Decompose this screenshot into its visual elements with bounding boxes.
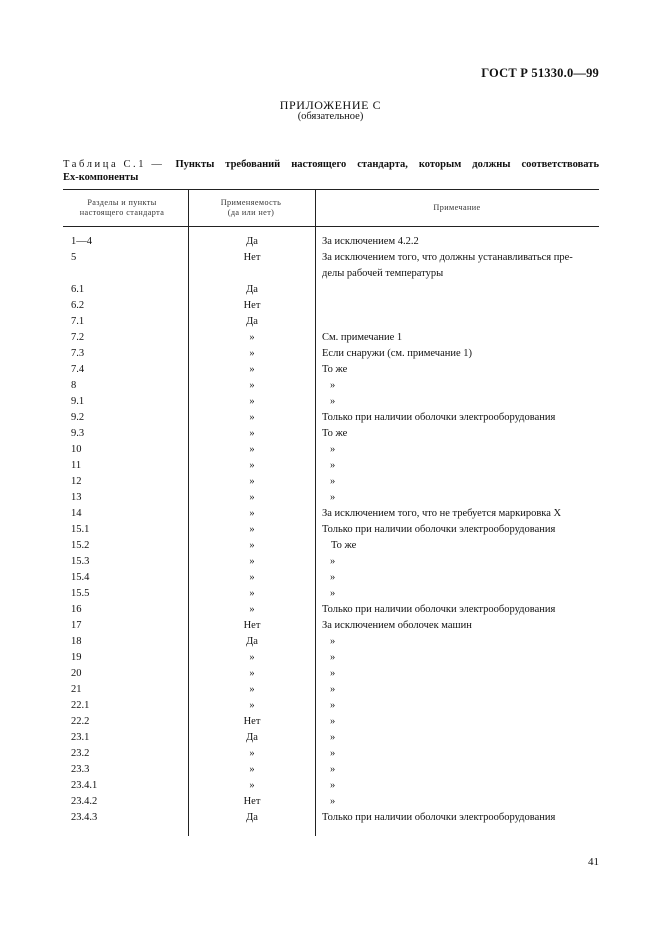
note-cell: То же	[322, 364, 348, 375]
applicability-cell: Нет	[243, 252, 261, 263]
section-cell: 15.4	[71, 572, 90, 583]
caption-word: стандарта,	[357, 159, 408, 170]
note-cell: »	[330, 492, 336, 503]
caption-word: которым	[418, 159, 462, 170]
applicability-cell: »	[249, 524, 255, 535]
section-cell: 9.2	[71, 412, 85, 423]
section-cell: 5	[71, 252, 77, 263]
table-row	[0, 236, 661, 252]
applicability-cell: »	[249, 444, 255, 455]
caption-word: Пункты	[175, 159, 215, 170]
section-cell: 7.4	[71, 364, 85, 375]
applicability-cell: Нет	[243, 796, 261, 807]
section-cell: 19	[71, 652, 82, 663]
applicability-cell: »	[249, 604, 255, 615]
note-cell: »	[330, 732, 336, 743]
table-row	[0, 636, 661, 652]
applicability-cell: »	[249, 428, 255, 439]
section-cell: 7.1	[71, 316, 85, 327]
table-row	[0, 668, 661, 684]
note-cell: За исключением 4.2.2	[322, 236, 419, 247]
applicability-cell: »	[249, 332, 255, 343]
section-cell: 11	[71, 460, 82, 471]
applicability-cell: Да	[246, 316, 258, 327]
table-row	[0, 508, 661, 524]
applicability-cell: »	[249, 652, 255, 663]
applicability-cell: »	[249, 588, 255, 599]
section-cell: 23.3	[71, 764, 90, 775]
table-row	[0, 460, 661, 476]
note-cell: Только при наличии оболочки электрооборудования	[322, 524, 556, 535]
note-cell: »	[330, 476, 336, 487]
section-cell: 6.2	[71, 300, 85, 311]
table-row	[0, 428, 661, 444]
section-cell: 12	[71, 476, 82, 487]
section-cell: 23.4.2	[71, 796, 98, 807]
table-row	[0, 620, 661, 636]
applicability-cell: »	[249, 556, 255, 567]
note-cell: »	[330, 668, 336, 679]
caption-word: требований	[225, 159, 281, 170]
applicability-cell: »	[249, 348, 255, 359]
note-cell: Только при наличии оболочки электрооборудования	[322, 412, 556, 423]
section-cell: 15.2	[71, 540, 90, 551]
note-cell: »	[330, 700, 336, 711]
note-cell: За исключением того, что должны устанавливаться пре-	[322, 252, 573, 263]
applicability-cell: »	[249, 396, 255, 407]
table-label: Таблица С.1 —	[63, 159, 165, 170]
applicability-cell: »	[249, 780, 255, 791]
section-cell: 15.5	[71, 588, 90, 599]
note-cell: См. примечание 1	[322, 332, 403, 343]
section-cell: 21	[71, 684, 82, 695]
note-cell: »	[330, 588, 336, 599]
column-header-label: Применяемость (да или нет)	[220, 197, 282, 217]
note-cell: То же	[331, 540, 357, 551]
table-row	[0, 604, 661, 620]
page-number: 41	[588, 856, 599, 868]
table-row	[0, 732, 661, 748]
note-cell: »	[330, 748, 336, 759]
section-cell: 14	[71, 508, 82, 519]
table-row	[0, 540, 661, 556]
applicability-cell: »	[249, 764, 255, 775]
applicability-cell: Да	[246, 732, 258, 743]
table-row	[0, 348, 661, 364]
table-row	[0, 812, 661, 828]
applicability-cell: »	[249, 460, 255, 471]
applicability-cell: Нет	[243, 620, 261, 631]
applicability-cell: »	[249, 476, 255, 487]
section-cell: 10	[71, 444, 82, 455]
section-cell: 7.2	[71, 332, 85, 343]
section-cell: 18	[71, 636, 82, 647]
table-row	[0, 252, 661, 268]
caption-word: настоящего	[291, 159, 347, 170]
document-id: ГОСТ Р 51330.0—99	[481, 66, 599, 80]
note-cell: Только при наличии оболочки электрооборудования	[322, 604, 556, 615]
section-cell: 9.1	[71, 396, 85, 407]
table-row	[0, 556, 661, 572]
note-cell: За исключением того, что не требуется маркировка X	[322, 508, 562, 519]
section-cell: 7.3	[71, 348, 85, 359]
note-cell: »	[330, 636, 336, 647]
column-header-label: Разделы и пункты настоящего стандарта	[79, 197, 165, 217]
note-cell: »	[330, 684, 336, 695]
table-row	[0, 476, 661, 492]
table-row	[0, 444, 661, 460]
appendix-status: (обязательное)	[297, 111, 364, 122]
table-row	[0, 396, 661, 412]
table-row	[0, 380, 661, 396]
applicability-cell: »	[249, 380, 255, 391]
table-row	[0, 716, 661, 732]
note-cell: »	[330, 556, 336, 567]
section-cell: 6.1	[71, 284, 85, 295]
applicability-cell: »	[249, 364, 255, 375]
table-row	[0, 700, 661, 716]
note-cell: »	[330, 764, 336, 775]
note-cell: »	[330, 396, 336, 407]
applicability-cell: »	[249, 684, 255, 695]
table-row	[0, 332, 661, 348]
note-cell: »	[330, 716, 336, 727]
table-row	[0, 652, 661, 668]
note-cell: »	[330, 444, 336, 455]
table-row	[0, 796, 661, 812]
applicability-cell: Да	[246, 636, 258, 647]
section-cell: 15.3	[71, 556, 90, 567]
table-row	[0, 364, 661, 380]
applicability-cell: »	[249, 748, 255, 759]
section-cell: 13	[71, 492, 82, 503]
section-cell: 22.1	[71, 700, 90, 711]
applicability-cell: Нет	[243, 716, 261, 727]
section-cell: 1—4	[71, 236, 92, 247]
applicability-cell: »	[249, 492, 255, 503]
note-cell: Если снаружи (см. примечание 1)	[322, 348, 473, 359]
note-cell: »	[330, 780, 336, 791]
appendix-title: ПРИЛОЖЕНИЕ С	[279, 98, 382, 112]
applicability-cell: Да	[246, 236, 258, 247]
table-row	[0, 300, 661, 316]
table-row	[0, 492, 661, 508]
section-cell: 20	[71, 668, 82, 679]
section-cell: 15.1	[71, 524, 90, 535]
table-row	[0, 268, 661, 284]
table-row	[0, 284, 661, 300]
section-cell: 8	[71, 380, 77, 391]
applicability-cell: »	[249, 540, 255, 551]
column-header-label: Примечание	[433, 202, 481, 212]
table-row	[0, 524, 661, 540]
table-row	[0, 412, 661, 428]
note-cell: »	[330, 380, 336, 391]
table-row	[0, 780, 661, 796]
applicability-cell: Нет	[243, 300, 261, 311]
note-cell: »	[330, 652, 336, 663]
section-cell: 23.1	[71, 732, 90, 743]
applicability-cell: »	[249, 700, 255, 711]
table-row	[0, 572, 661, 588]
note-cell: За исключением оболочек машин	[322, 620, 472, 631]
table-row	[0, 588, 661, 604]
section-cell: 16	[71, 604, 82, 615]
note-cell: »	[330, 572, 336, 583]
table-row	[0, 748, 661, 764]
note-cell: »	[330, 796, 336, 807]
section-cell: 23.4.3	[71, 812, 98, 823]
applicability-cell: Да	[246, 284, 258, 295]
table-row	[0, 316, 661, 332]
section-cell: 22.2	[71, 716, 90, 727]
section-cell: 23.2	[71, 748, 90, 759]
section-cell: 9.3	[71, 428, 85, 439]
applicability-cell: »	[249, 572, 255, 583]
table-row	[0, 684, 661, 700]
note-cell: То же	[322, 428, 348, 439]
table-caption-line-2: Ex-компоненты	[63, 172, 139, 183]
section-cell: 17	[71, 620, 82, 631]
applicability-cell: »	[249, 412, 255, 423]
note-cell: Только при наличии оболочки электрооборудования	[322, 812, 556, 823]
section-cell: 23.4.1	[71, 780, 98, 791]
applicability-cell: »	[249, 668, 255, 679]
table-row	[0, 764, 661, 780]
note-cell: делы рабочей температуры	[322, 268, 444, 279]
applicability-cell: »	[249, 508, 255, 519]
caption-word: должны	[472, 159, 511, 170]
caption-word: соответствовать	[521, 159, 599, 170]
applicability-cell: Да	[246, 812, 258, 823]
note-cell: »	[330, 460, 336, 471]
